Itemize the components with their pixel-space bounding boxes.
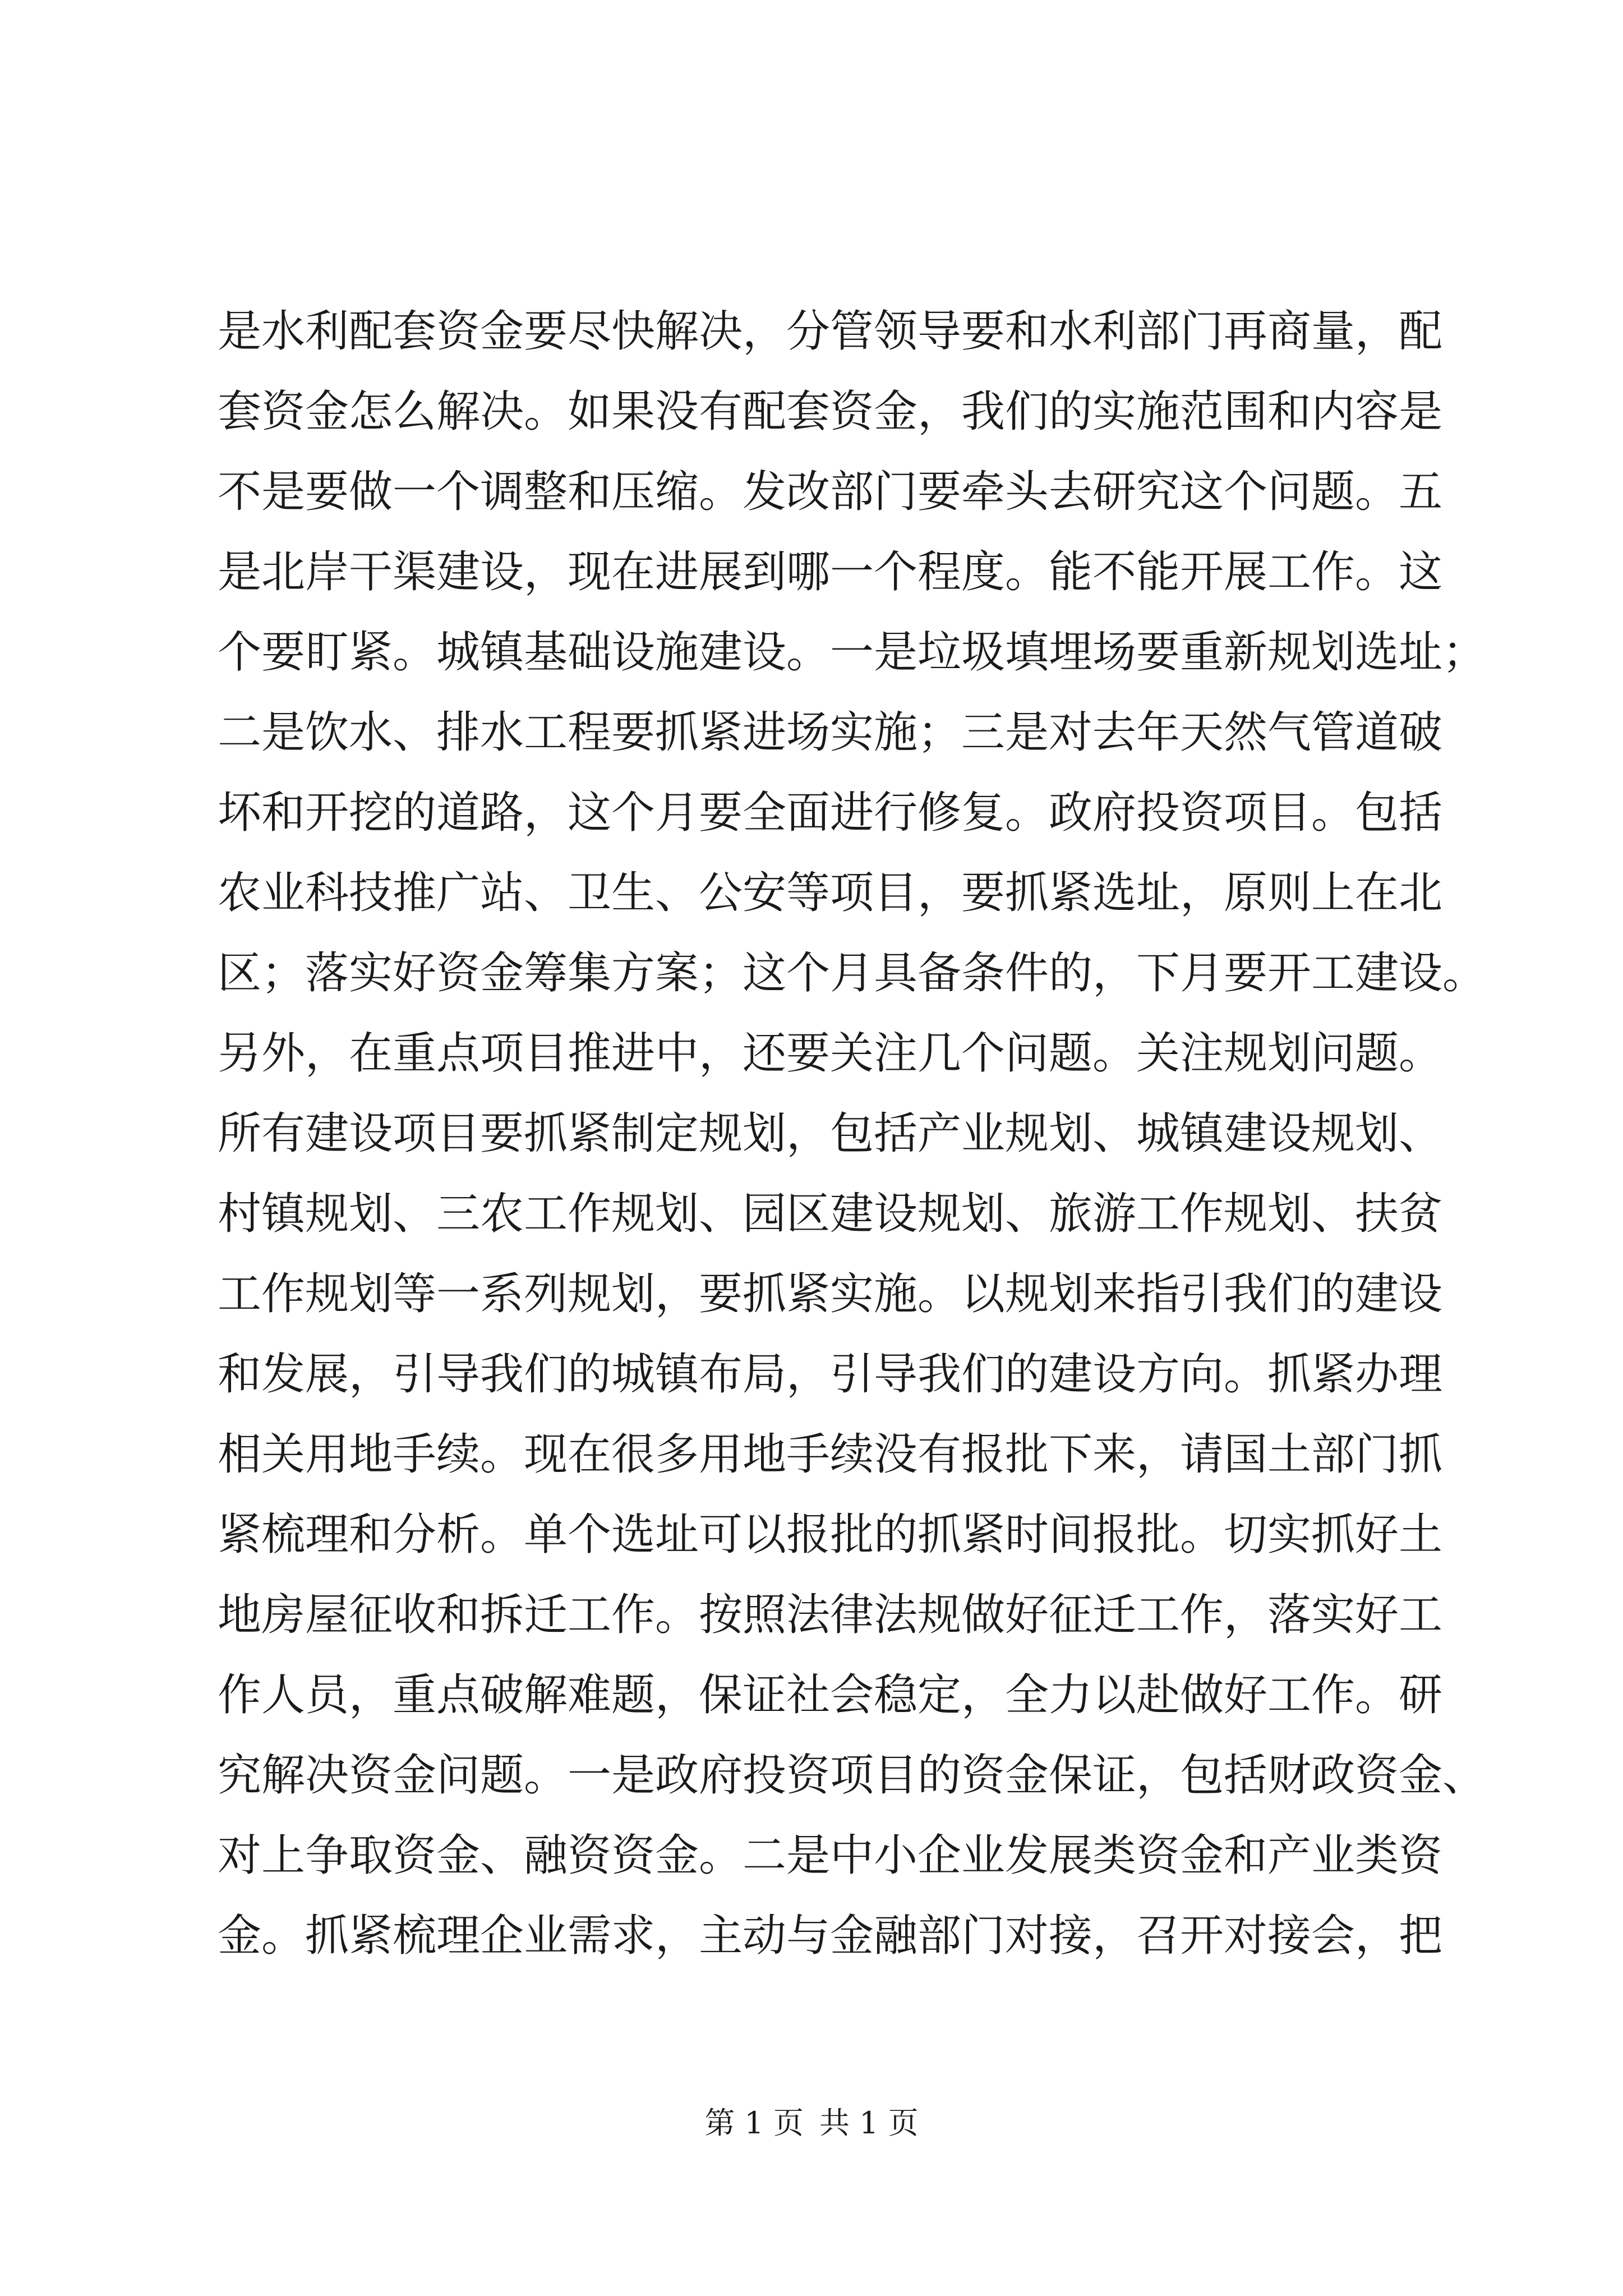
text-line-2: 套资金怎么解决。如果没有配套资金，我们的实施范围和内容是 bbox=[218, 386, 1443, 437]
text-line-15: 相关用地手续。现在很多用地手续没有报批下来，请国土部门抓 bbox=[218, 1429, 1443, 1480]
text-line-12: 村镇规划、三农工作规划、园区建设规划、旅游工作规划、扶贫 bbox=[218, 1189, 1443, 1239]
text-line-18: 作人员，重点破解难题，保证社会稳定，全力以赴做好工作。研 bbox=[218, 1670, 1443, 1720]
text-line-11: 所有建设项目要抓紧制定规划，包括产业规划、城镇建设规划、 bbox=[218, 1108, 1443, 1159]
text-line-6: 二是饮水、排水工程要抓紧进场实施；三是对去年天然气管道破 bbox=[218, 707, 1443, 758]
text-line-17: 地房屋征收和拆迁工作。按照法律法规做好征迁工作，落实好工 bbox=[218, 1590, 1443, 1640]
text-line-1: 是水利配套资金要尽快解决，分管领导要和水利部门再商量，配 bbox=[218, 306, 1443, 357]
body-text bbox=[218, 292, 1487, 1976]
text-line-14: 和发展，引导我们的城镇布局，引导我们的建设方向。抓紧办理 bbox=[218, 1349, 1443, 1400]
page-footer bbox=[0, 2101, 1623, 2146]
text-line-4: 是北岸干渠建设，现在进展到哪一个程度。能不能开展工作。这 bbox=[218, 547, 1443, 597]
text-line-19: 究解决资金问题。一是政府投资项目的资金保证，包括财政资金、 bbox=[218, 1750, 1487, 1801]
text-line-21: 金。抓紧梳理企业需求，主动与金融部门对接，召开对接会，把 bbox=[218, 1911, 1443, 1961]
page-number-label: 第 1 页 bbox=[704, 2105, 804, 2141]
text-line-10: 另外，在重点项目推进中，还要关注几个问题。关注规划问题。 bbox=[218, 1028, 1443, 1079]
text-line-13: 工作规划等一系列规划，要抓紧实施。以规划来指引我们的建设 bbox=[218, 1269, 1443, 1319]
text-line-8: 农业科技推广站、卫生、公安等项目，要抓紧选址，原则上在北 bbox=[218, 868, 1443, 918]
text-line-7: 坏和开挖的道路，这个月要全面进行修复。政府投资项目。包括 bbox=[218, 788, 1443, 838]
text-line-5: 个要盯紧。城镇基础设施建设。一是垃圾填埋场要重新规划选址； bbox=[218, 627, 1487, 678]
text-line-16: 紧梳理和分析。单个选址可以报批的抓紧时间报批。切实抓好土 bbox=[218, 1510, 1443, 1560]
page-total-label: 共 1 页 bbox=[819, 2105, 919, 2141]
text-line-20: 对上争取资金、融资资金。二是中小企业发展类资金和产业类资 bbox=[218, 1830, 1443, 1881]
text-line-9: 区；落实好资金筹集方案；这个月具备条件的，下月要开工建设。 bbox=[218, 948, 1487, 999]
text-line-3: 不是要做一个调整和压缩。发改部门要牵头去研究这个问题。五 bbox=[218, 467, 1443, 517]
